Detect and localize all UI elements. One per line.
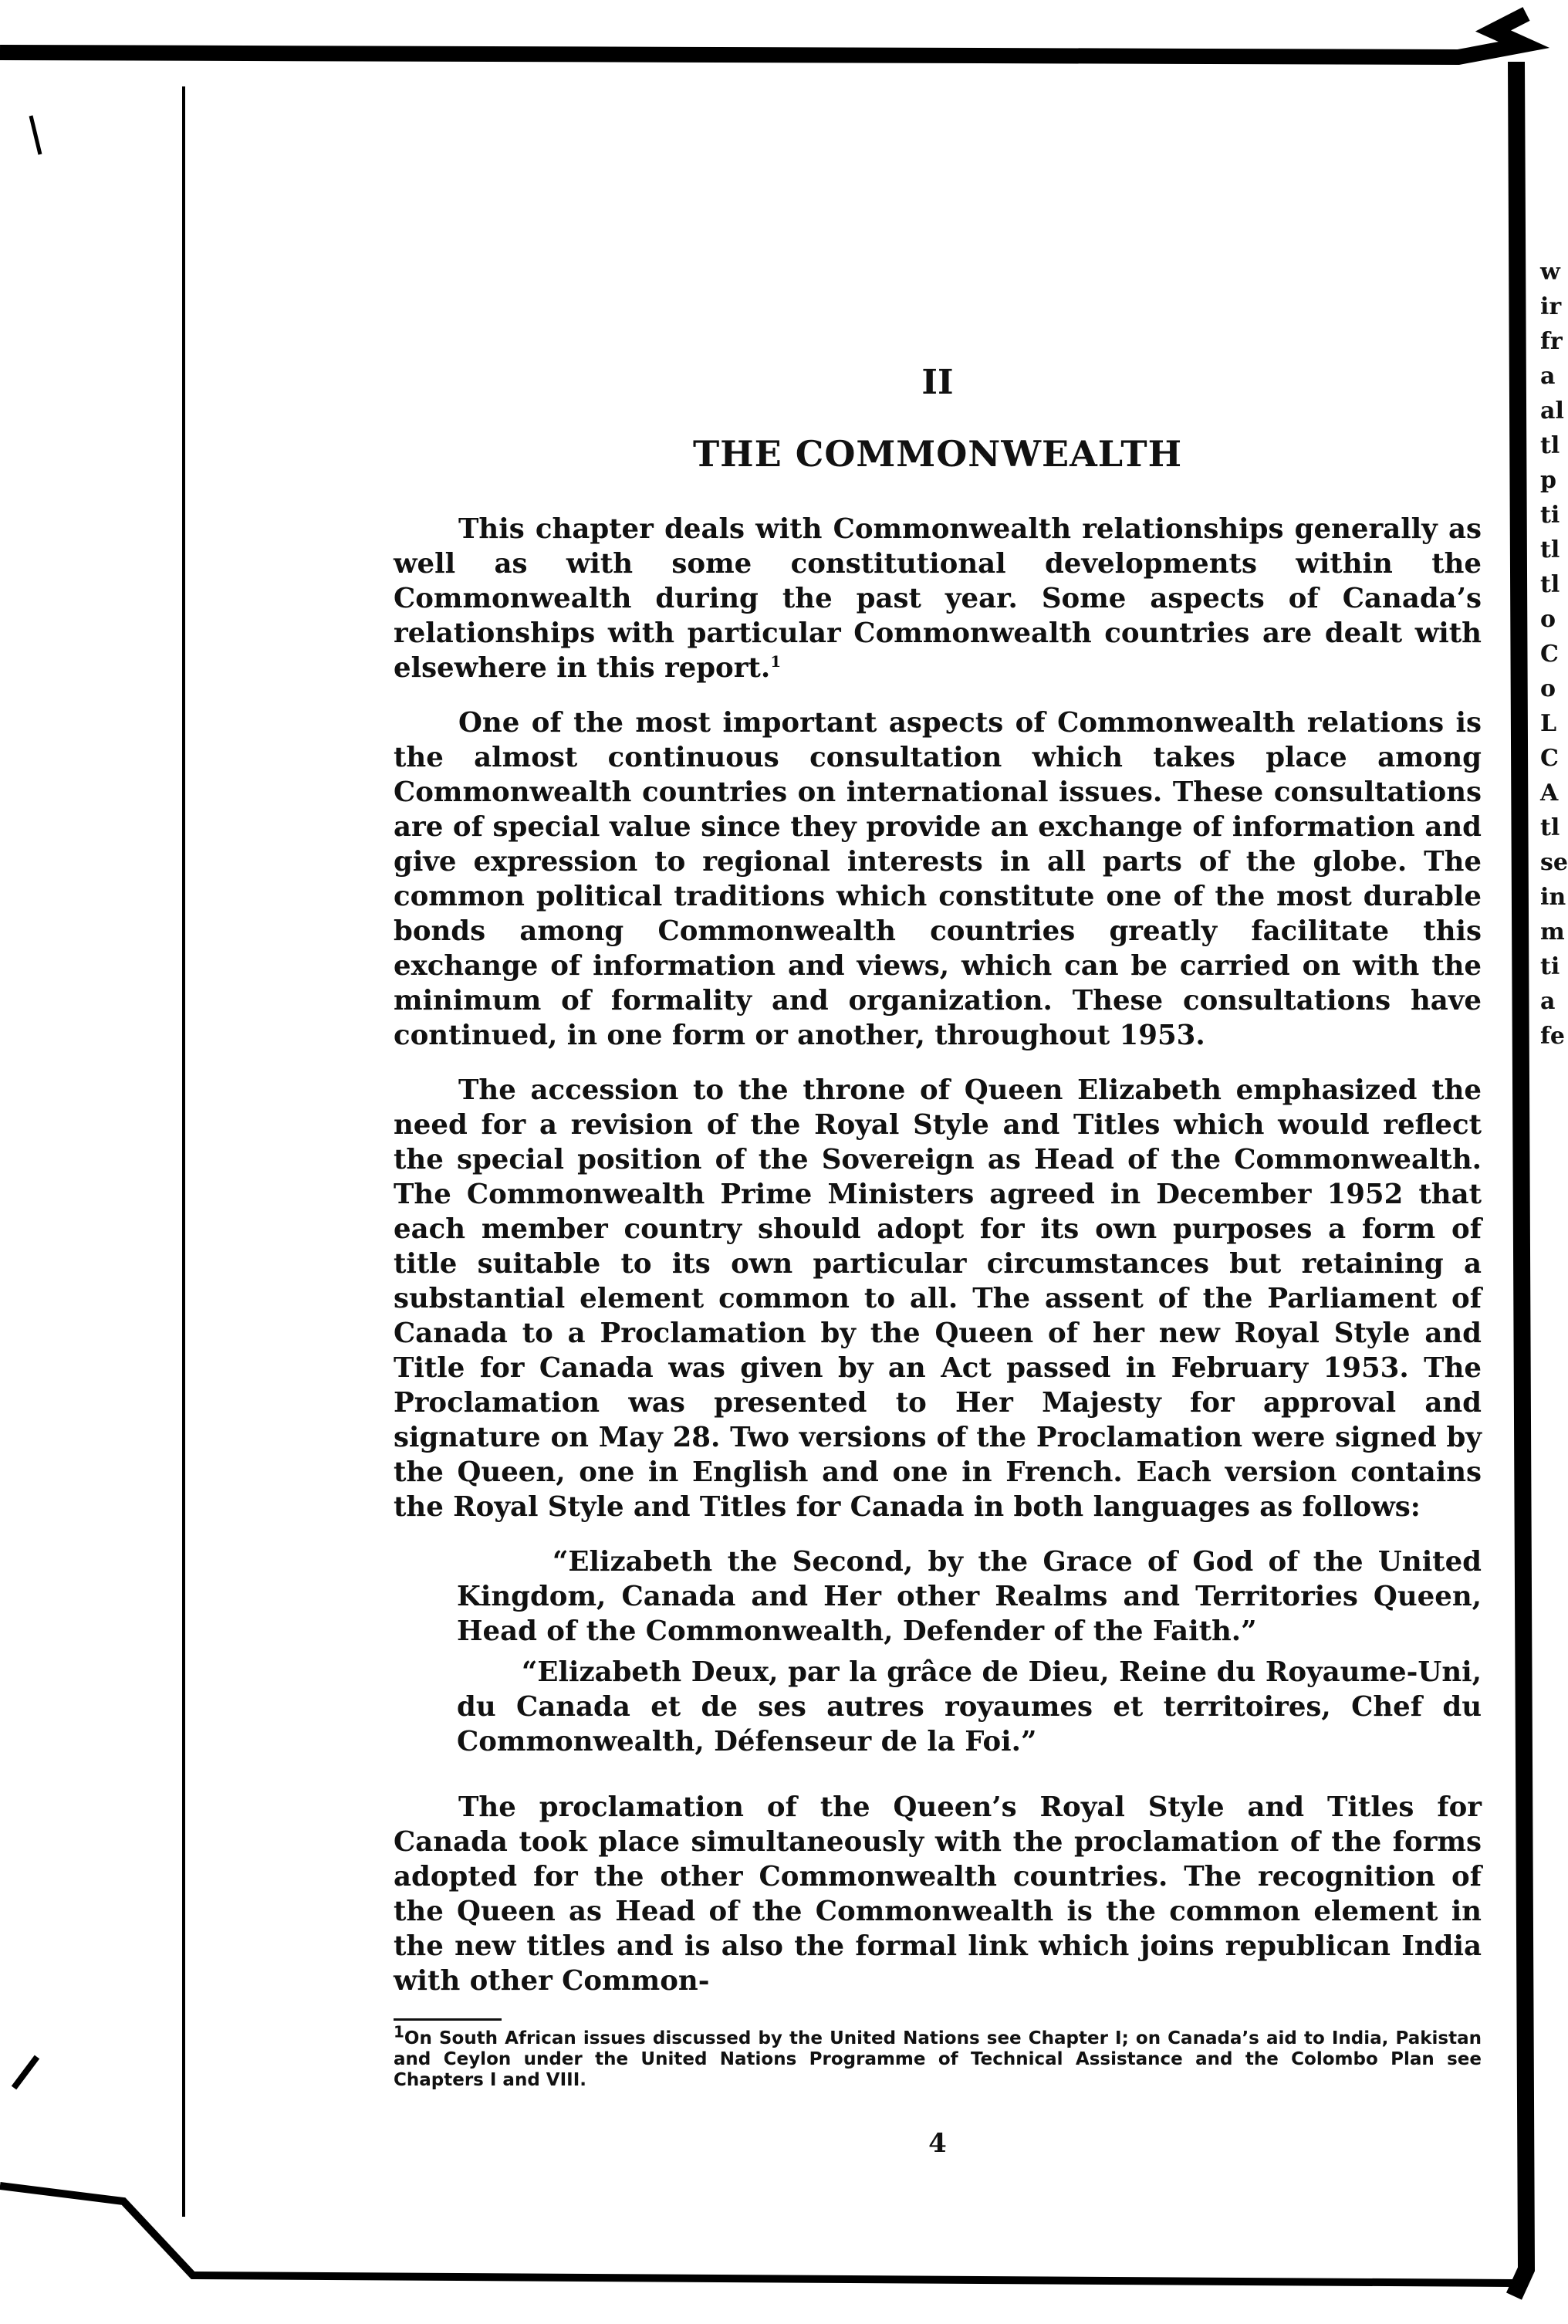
scan-mark bbox=[14, 2057, 37, 2088]
quote-english: “Elizabeth the Second, by the Grace of God of the United Kingdom, Canada and Her other Realms and Territories Queen, Head of the Commonwealth, Defender of the Faith.” bbox=[457, 1546, 1482, 1647]
quote-french: “Elizabeth Deux, par la grâce de Dieu, Reine du Royaume-Uni, du Canada et de ses autres royaumes et territoires, Chef du Commonwealth, Défenseur de la Foi.” bbox=[457, 1656, 1482, 1757]
fragment: C bbox=[1540, 745, 1559, 772]
fragment: w bbox=[1540, 259, 1560, 286]
fragment: C bbox=[1540, 641, 1559, 668]
fragment: a bbox=[1540, 363, 1556, 390]
fragment: tl bbox=[1540, 814, 1560, 841]
paragraph-text: This chapter deals with Commonwealth relationships generally as well as with some constitutional developments within the Commonwealth during the past year. Some aspects of Canada’s relationships with particular Commonwealth countries are dealt with elsewhere in this report. bbox=[394, 513, 1482, 684]
chapter-number: II bbox=[921, 363, 954, 402]
fragment: ti bbox=[1540, 953, 1560, 980]
paragraph-royal-style: The accession to the throne of Queen Elizabeth emphasized the need for a revision of the Royal Style and Titles which would reflect the special position of the Sovereign as Head of the Commonwealth. The Commonwealth Prime Ministers agreed in December 1952 that each member country should adopt for its own purposes a form of title suitable to its own particular circumstances but retaining a substantial element common to all. The assent of the Parliament of Canada to a Proclamation by the Queen of her new Royal Style and Title for Canada was given by an Act passed in February 1953. The Proclamation was presented to Her Majesty for approval and signature on May 28. Two versions of the Proclamation were signed by the Queen, one in English and one in French. Each version contains the Royal Style and Titles for Canada in both languages as follows: bbox=[394, 1074, 1482, 1523]
fragment: fe bbox=[1540, 1023, 1565, 1050]
top-border bbox=[0, 14, 1526, 57]
fragment: tl bbox=[1540, 536, 1560, 563]
fragment: se bbox=[1540, 849, 1568, 876]
adjacent-page-fragments bbox=[1540, 255, 1568, 1054]
scan-mark bbox=[31, 116, 40, 154]
fragment: o bbox=[1540, 606, 1556, 633]
fragment: o bbox=[1540, 675, 1556, 702]
fragment: a bbox=[1540, 988, 1556, 1015]
paragraph-consultation: One of the most important aspects of Commonwealth relations is the almost continuous consultation which takes place among Commonwealth countries on international issues. These consultations are of special value since they provide an exchange of information and give expression to regional interests in all parts of the globe. The common political traditions which constitute one of the most durable bonds among Commonwealth countries greatly facilitate this exchange of information and views, which can be carried on with the minimum of formality and organization. These consultations have continued, in one form or another, throughout 1953. bbox=[394, 707, 1482, 1051]
footnote-text: On South African issues discussed by the United Nations see Chapter I; on Canada’s aid to India, Pakistan and Ceylon under the United Nations Programme of Technical Assistance and the Colombo Plan see Chapters I and VIII. bbox=[394, 2028, 1482, 2090]
page-number: 4 bbox=[928, 2128, 947, 2159]
fragment: al bbox=[1540, 397, 1564, 425]
footnote-divider bbox=[394, 2018, 502, 2021]
fragment: tl bbox=[1540, 571, 1560, 598]
fragment: L bbox=[1540, 710, 1557, 737]
fragment: tl bbox=[1540, 432, 1560, 459]
fragment: A bbox=[1540, 780, 1559, 807]
paragraph-proclamation: The proclamation of the Queen’s Royal Style and Titles for Canada took place simultaneously with the proclamation of the forms adopted for the other Commonwealth countries. The recognition of the Queen as Head of the Commonwealth is the common element in the new titles and is also the formal link which joins republican India with other Common- bbox=[394, 1791, 1482, 1997]
footnote bbox=[394, 2022, 1482, 2091]
fragment: ti bbox=[1540, 502, 1560, 529]
fragment: m bbox=[1540, 918, 1565, 945]
footnote-marker: 1 bbox=[770, 652, 782, 671]
bottom-border bbox=[0, 2186, 1512, 2283]
fragment: in bbox=[1540, 884, 1566, 911]
paragraph-intro bbox=[394, 512, 1482, 685]
footnote-marker: 1 bbox=[394, 2022, 404, 2042]
fragment: ir bbox=[1540, 293, 1562, 320]
fragment: fr bbox=[1540, 328, 1563, 355]
page-content bbox=[394, 363, 1482, 2159]
fragment: p bbox=[1540, 467, 1556, 494]
chapter-title: THE COMMONWEALTH bbox=[692, 433, 1183, 475]
right-border bbox=[1514, 62, 1526, 2296]
